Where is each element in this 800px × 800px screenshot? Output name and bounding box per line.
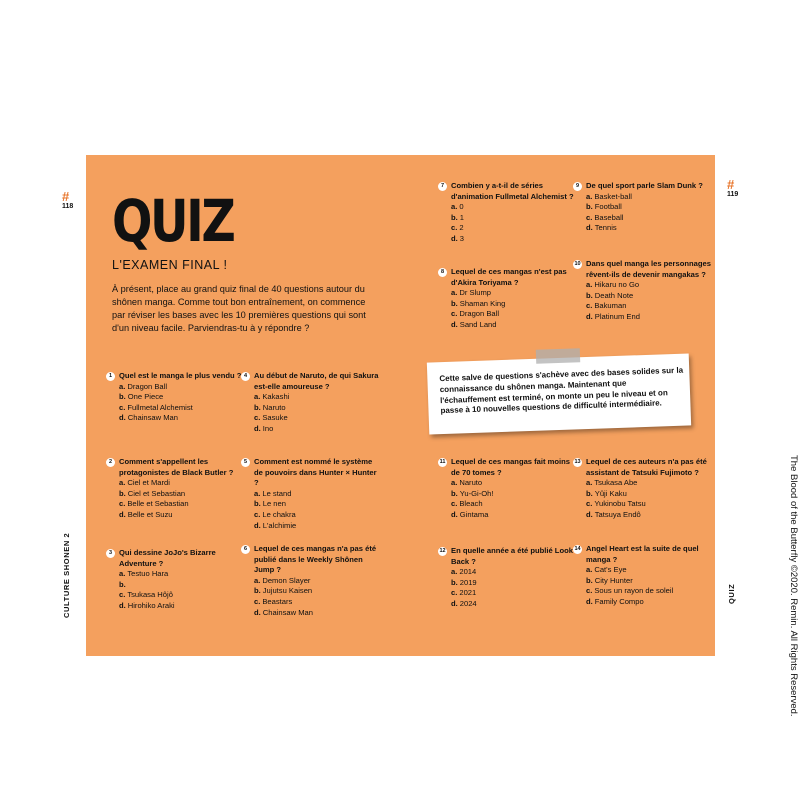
question-header — [573, 259, 713, 280]
question-9 — [573, 181, 713, 234]
answer-option — [586, 223, 713, 234]
answer-option — [254, 608, 381, 619]
answer-option — [119, 590, 246, 601]
question-text: Comment s'appellent les protagonistes de Black Butler ? — [119, 457, 234, 477]
question-number-badge: 1 — [106, 372, 115, 381]
option-letter: d. — [119, 600, 126, 610]
option-letter: a. — [254, 392, 261, 402]
option-text: 2024 — [459, 598, 477, 608]
answer-option — [586, 291, 713, 302]
question-header — [106, 548, 246, 569]
answer-option — [586, 510, 713, 521]
answer-option — [451, 510, 578, 521]
option-text: Tennis — [594, 223, 617, 233]
answer-option — [451, 489, 578, 500]
option-text: Dragon Ball — [127, 381, 168, 391]
answer-option — [451, 320, 578, 331]
answer-option — [586, 489, 713, 500]
left-page-number: 118 — [62, 203, 74, 210]
option-letter: d. — [119, 509, 126, 519]
answer-option — [254, 489, 381, 500]
option-letter: b. — [254, 499, 261, 509]
answer-option — [451, 234, 578, 245]
question-header — [438, 457, 578, 478]
option-letter: c. — [254, 509, 261, 519]
option-text: Tsukasa Hôjô — [127, 590, 173, 600]
answer-option — [254, 510, 381, 521]
option-text: Ciel et Mardi — [127, 478, 170, 488]
answer-option — [451, 478, 578, 489]
answer-option — [254, 576, 381, 587]
option-text: Kakashi — [262, 392, 290, 402]
option-text: City Hunter — [594, 575, 633, 585]
option-text: Dr Slump — [459, 288, 491, 298]
option-letter: d. — [451, 509, 458, 519]
question-8 — [438, 267, 578, 331]
question-text: Lequel de ces mangas fait moins de 70 tomes ? — [451, 457, 571, 477]
question-number-badge: 4 — [241, 372, 250, 381]
question-number-badge: 3 — [106, 549, 115, 558]
answer-option — [451, 499, 578, 510]
answer-option — [119, 403, 246, 414]
answer-option — [586, 301, 713, 312]
option-letter: a. — [254, 488, 261, 498]
question-text: Dans quel manga les personnages rêvent-ils de devenir mangakas ? — [586, 259, 711, 279]
option-text: Belle et Suzu — [127, 509, 173, 519]
option-letter: c. — [586, 499, 593, 509]
question-13 — [573, 457, 713, 521]
option-letter: d. — [586, 223, 593, 233]
question-number-badge: 7 — [438, 182, 447, 191]
option-letter: d. — [119, 413, 126, 423]
option-text: Sasuke — [262, 413, 288, 423]
option-letter: c. — [451, 588, 458, 598]
answer-options — [586, 478, 713, 520]
answer-options — [254, 392, 381, 434]
option-text: 2021 — [459, 588, 477, 598]
option-text: Cat's Eye — [594, 565, 627, 575]
option-letter: c. — [119, 402, 126, 412]
option-text: Demon Slayer — [262, 575, 311, 585]
answer-option — [254, 392, 381, 403]
option-text: Tatsuya Endô — [594, 509, 641, 519]
answer-option — [254, 586, 381, 597]
answer-option — [119, 382, 246, 393]
option-letter: c. — [586, 301, 593, 311]
option-text: 3 — [459, 233, 464, 243]
answer-option — [254, 424, 381, 435]
question-number-badge: 5 — [241, 458, 250, 467]
question-number-badge: 8 — [438, 268, 447, 277]
question-text: Au début de Naruto, de qui Sakura est-elle amoureuse ? — [254, 371, 379, 391]
option-letter: d. — [254, 520, 261, 530]
answer-options — [119, 569, 246, 611]
option-text: Naruto — [262, 402, 286, 412]
question-4 — [241, 371, 381, 435]
question-14 — [573, 544, 713, 608]
option-letter: a. — [119, 569, 126, 579]
question-text: Qui dessine JoJo's Bizarre Adventure ? — [119, 548, 216, 568]
answer-option — [451, 213, 578, 224]
option-letter: b. — [254, 586, 261, 596]
option-text: Yûji Kaku — [594, 488, 627, 498]
option-letter: c. — [586, 212, 593, 222]
question-7 — [438, 181, 578, 245]
option-letter: b. — [254, 402, 261, 412]
option-text: 2019 — [459, 577, 477, 587]
answer-option — [586, 192, 713, 203]
question-2 — [106, 457, 246, 521]
option-letter: d. — [586, 596, 593, 606]
option-letter: c. — [119, 590, 126, 600]
option-letter: b. — [586, 488, 593, 498]
page-title: QUIZ — [112, 187, 234, 255]
option-text: Baseball — [594, 212, 624, 222]
option-text: Yu-Gi-Oh! — [459, 488, 494, 498]
right-page-number: 119 — [727, 191, 739, 198]
option-text: Yukinobu Tatsu — [594, 499, 646, 509]
option-text: Testuo Hara — [127, 569, 169, 579]
answer-option — [451, 567, 578, 578]
answer-options — [586, 192, 713, 234]
option-letter: a. — [586, 565, 593, 575]
option-letter: a. — [119, 478, 126, 488]
question-number-badge: 13 — [574, 459, 581, 465]
answer-options — [119, 382, 246, 424]
answer-option — [451, 309, 578, 320]
question-text: De quel sport parle Slam Dunk ? — [586, 181, 703, 190]
answer-option — [119, 510, 246, 521]
option-text: One Piece — [127, 392, 164, 402]
answer-option — [119, 392, 246, 403]
intro-paragraph: À présent, place au grand quiz final de 40 questions autour du shônen manga. Comme tout bon entraînement, on commence par réviser les bases avec les 10 premières questions qui sont d'un niveau facile. Parviendras-tu à y répondre ? — [112, 284, 366, 333]
option-text: Bleach — [459, 499, 483, 509]
answer-option — [586, 280, 713, 291]
option-text: Chainsaw Man — [262, 607, 313, 617]
question-header — [573, 457, 713, 478]
answer-option — [254, 521, 381, 532]
option-letter: b. — [451, 577, 458, 587]
option-letter: b. — [451, 212, 458, 222]
question-header — [438, 267, 578, 288]
answer-option — [451, 599, 578, 610]
answer-options — [254, 489, 381, 531]
option-letter: b. — [119, 392, 126, 402]
option-letter: a. — [586, 191, 593, 201]
answer-option — [451, 223, 578, 234]
option-letter: c. — [254, 413, 261, 423]
copyright-credit: The Blood of the Butterfly ©2020. Remin. All Rights Reserved. — [788, 455, 799, 717]
option-text: L'alchimie — [262, 520, 297, 530]
option-text: Dragon Ball — [459, 309, 500, 319]
question-header — [106, 371, 246, 382]
question-header — [106, 457, 246, 478]
answer-option — [586, 586, 713, 597]
answer-option — [451, 578, 578, 589]
option-letter: b. — [119, 579, 126, 589]
question-header — [241, 457, 381, 489]
answer-options — [254, 576, 381, 618]
option-letter: d. — [451, 319, 458, 329]
answer-options — [451, 202, 578, 244]
question-number-badge: 11 — [439, 459, 446, 465]
option-letter: c. — [451, 499, 458, 509]
answer-option — [586, 576, 713, 587]
question-number-badge: 2 — [106, 458, 115, 467]
option-letter: b. — [451, 298, 458, 308]
option-text: 0 — [459, 202, 464, 212]
option-letter: b. — [451, 488, 458, 498]
answer-option — [254, 403, 381, 414]
left-spine-text: CULTURE SHONEN 2 — [62, 532, 71, 618]
answer-option — [586, 312, 713, 323]
option-text: Tsukasa Abe — [594, 478, 638, 488]
answer-option — [586, 597, 713, 608]
option-text: Chainsaw Man — [127, 413, 178, 423]
option-letter: b. — [586, 202, 593, 212]
answer-option — [586, 565, 713, 576]
option-letter: a. — [451, 567, 458, 577]
tape-strip — [536, 348, 580, 364]
question-header — [573, 544, 713, 565]
question-number-badge: 6 — [241, 545, 250, 554]
option-letter: a. — [451, 202, 458, 212]
question-number-badge: 10 — [574, 261, 581, 267]
option-text: Naruto — [459, 478, 483, 488]
option-text: Hikaru no Go — [594, 280, 640, 290]
answer-options — [451, 567, 578, 609]
answer-option — [119, 569, 246, 580]
answer-option — [254, 597, 381, 608]
option-text: Hirohiko Araki — [127, 600, 175, 610]
question-text: Combien y a-t-il de séries d'animation Fullmetal Alchemist ? — [451, 181, 574, 201]
answer-options — [119, 478, 246, 520]
question-1 — [106, 371, 246, 424]
answer-options — [451, 288, 578, 330]
answer-option — [119, 413, 246, 424]
option-letter: d. — [254, 423, 261, 433]
question-text: En quelle année a été publié Look Back ? — [451, 546, 573, 566]
option-letter: c. — [119, 499, 126, 509]
option-letter: d. — [586, 311, 593, 321]
answer-option — [254, 413, 381, 424]
option-text: 1 — [459, 212, 464, 222]
question-12 — [438, 546, 578, 610]
right-spine-text: QUIZ — [727, 583, 736, 604]
answer-options — [451, 478, 578, 520]
option-letter: a. — [451, 288, 458, 298]
question-11 — [438, 457, 578, 521]
option-letter: a. — [586, 280, 593, 290]
answer-option — [451, 588, 578, 599]
answer-option — [119, 478, 246, 489]
option-text: Le stand — [262, 488, 292, 498]
option-letter: d. — [451, 598, 458, 608]
option-letter: c. — [586, 586, 593, 596]
question-text: Lequel de ces auteurs n'a pas été assistant de Tatsuki Fujimoto ? — [586, 457, 707, 477]
option-letter: c. — [451, 223, 458, 233]
option-text: Basket-ball — [594, 191, 632, 201]
option-text: Jujutsu Kaisen — [262, 586, 313, 596]
option-letter: a. — [119, 381, 126, 391]
question-header — [438, 181, 578, 202]
answer-option — [451, 202, 578, 213]
option-letter: b. — [586, 290, 593, 300]
option-letter: a. — [254, 575, 261, 585]
answer-option — [586, 202, 713, 213]
option-letter: d. — [586, 509, 593, 519]
option-text: Bakuman — [594, 301, 627, 311]
answer-option — [119, 580, 246, 591]
question-number-badge: 12 — [439, 548, 446, 554]
option-letter: b. — [119, 488, 126, 498]
answer-options — [586, 280, 713, 322]
option-text: Ciel et Sebastian — [127, 488, 186, 498]
page-subtitle: L'EXAMEN FINAL ! — [112, 258, 228, 272]
option-text: Sand Land — [459, 319, 497, 329]
question-10 — [573, 259, 713, 323]
question-header — [438, 546, 578, 567]
question-header — [241, 371, 381, 392]
option-text: 2014 — [459, 567, 477, 577]
question-number-badge: 9 — [573, 182, 582, 191]
question-text: Angel Heart est la suite de quel manga ? — [586, 544, 699, 564]
question-6 — [241, 544, 381, 618]
option-text: Football — [594, 202, 622, 212]
answer-option — [586, 213, 713, 224]
option-letter: a. — [586, 478, 593, 488]
option-letter: a. — [451, 478, 458, 488]
option-text: Fullmetal Alchemist — [127, 402, 193, 412]
question-header — [573, 181, 713, 192]
option-letter: d. — [254, 607, 261, 617]
answer-options — [586, 565, 713, 607]
answer-option — [451, 299, 578, 310]
answer-option — [586, 478, 713, 489]
answer-option — [119, 601, 246, 612]
question-header — [241, 544, 381, 576]
right-hash-mark: # — [727, 177, 735, 192]
option-text: Death Note — [594, 290, 634, 300]
answer-option — [586, 499, 713, 510]
question-3 — [106, 548, 246, 612]
option-text: Family Compo — [594, 596, 644, 606]
option-text: Sous un rayon de soleil — [594, 586, 674, 596]
question-text: Lequel de ces mangas n'est pas d'Akira Toriyama ? — [451, 267, 567, 287]
option-text: Beastars — [262, 596, 293, 606]
question-5 — [241, 457, 381, 531]
option-text: 2 — [459, 223, 464, 233]
note-text: Cette salve de questions s'achève avec des bases solides sur la connaissance du shônen manga. Maintenant que l'échauffement est terminé, on monte un peu le niveau et on passe à 10 nouvelles questions de difficulté intermédiaire. — [439, 365, 684, 416]
question-text: Lequel de ces mangas n'a pas été publié dans le Weekly Shônen Jump ? — [254, 544, 377, 575]
question-text: Comment est nommé le système de pouvoirs dans Hunter × Hunter ? — [254, 457, 377, 488]
option-text: Ino — [262, 423, 274, 433]
option-text: Platinum End — [594, 311, 640, 321]
answer-option — [119, 489, 246, 500]
answer-option — [254, 499, 381, 510]
option-text: Belle et Sebastian — [127, 499, 189, 509]
question-text: Quel est le manga le plus vendu ? — [119, 371, 242, 380]
note-card — [427, 353, 691, 434]
answer-option — [451, 288, 578, 299]
option-text: Shaman King — [459, 298, 506, 308]
option-letter: b. — [586, 575, 593, 585]
answer-option — [119, 499, 246, 510]
option-text: Le chakra — [262, 509, 296, 519]
option-letter: c. — [254, 596, 261, 606]
option-letter: c. — [451, 309, 458, 319]
question-number-badge: 14 — [574, 546, 581, 552]
option-letter: d. — [451, 233, 458, 243]
option-text: Le nen — [262, 499, 286, 509]
left-hash-mark: # — [62, 189, 70, 204]
option-text: Gintama — [459, 509, 489, 519]
